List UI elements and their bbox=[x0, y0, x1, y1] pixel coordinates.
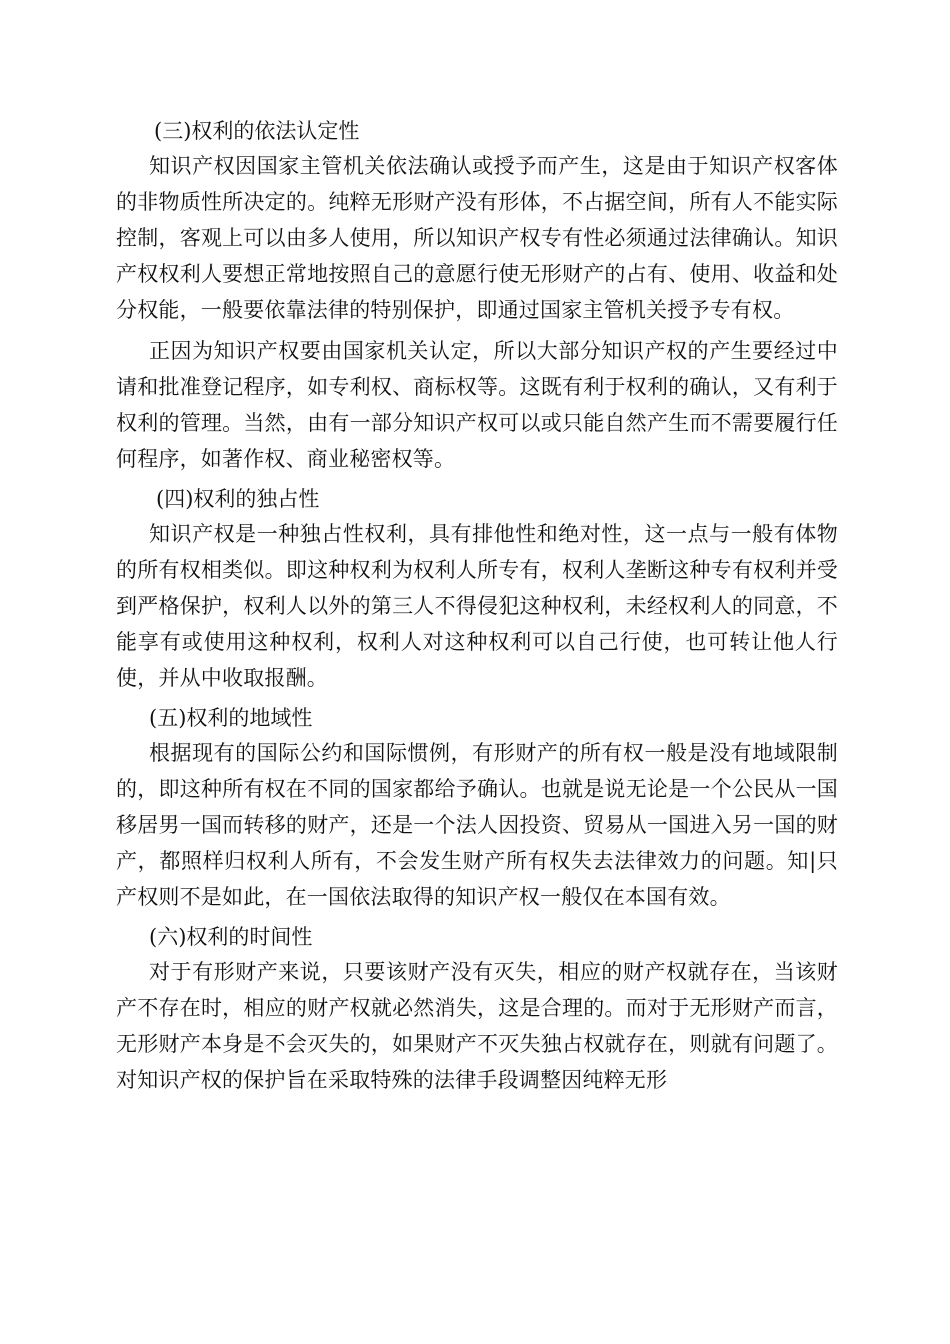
paragraph-6-1: 对于有形财产来说，只要该财产没有灭失，相应的财产权就存在，当该财产不存在时，相应的财产权就必然消失，这是合理的。而对于无形财产而言，无形财产本身是不会灭失的，如果财产不灭失独占权就存在，则就有问题了。 对知识产权的保护旨在采取特殊的法律手段调整因纯粹无形 bbox=[116, 960, 838, 1092]
paragraph-3-1: 知识产权因国家主管机关依法确认或授予而产生，这是由于知识产权客体的非物质性所决定的。纯粹无形财产没有形体，不占据空间，所有人不能实际控制，客观上可以由多人使用，所以知识产权专有性必须通过法律确认。知识产权权利人要想正常地按照自己的意愿行使无形财产的占有、使用、收益和处分权能，一般要依靠法律的特别保护，即通过国家主管机关授予专有权。 bbox=[116, 154, 838, 322]
section-heading-5: (五)权利的地域性 bbox=[149, 706, 313, 730]
paragraph-4-1: 知识产权是一种独占性权利，具有排他性和绝对性，这一点与一般有体物的所有权相类似。即这种权利为权利人所专有，权利人垄断这种专有权利并受到严格保护，权利人以外的第三人不得侵犯这种权利，未经权利人的同意，不能享有或使用这种权利，权利人对这种权利可以自己行使，也可转让他人行使，并从中收取报酬。 bbox=[116, 522, 838, 690]
section-heading-4: (四)权利的独占性 bbox=[156, 487, 320, 511]
document-page bbox=[116, 114, 838, 1098]
paragraph-5-1: 根据现有的国际公约和国际惯例，有形财产的所有权一般是没有地域限制的，即这种所有权在不同的国家都给予确认。也就是说无论是一个公民从一国移居男一国而转移的财产，还是一个法人因投资、贸易从一国进入另一国的财产，都照样归权利人所有，不会发生财产所有权失去法律效力的问题。知|只产权则不是如此，在一国依法取得的知识产权一般仅在本国有效。 bbox=[116, 741, 838, 909]
section-heading-6: (六)权利的时间性 bbox=[149, 925, 313, 949]
paragraph-3-2: 正因为知识产权要由国家机关认定，所以大部分知识产权的产生要经过中请和批准登记程序，如专利权、商标权等。这既有利于权利的确认，又有利于权利的管理。当然，由有一部分知识产权可以或只能自然产生而不需要履行任何程序，如著作权、商业秘密权等。 bbox=[116, 339, 838, 471]
section-heading-3: (三)权利的依法认定性 bbox=[154, 119, 360, 143]
